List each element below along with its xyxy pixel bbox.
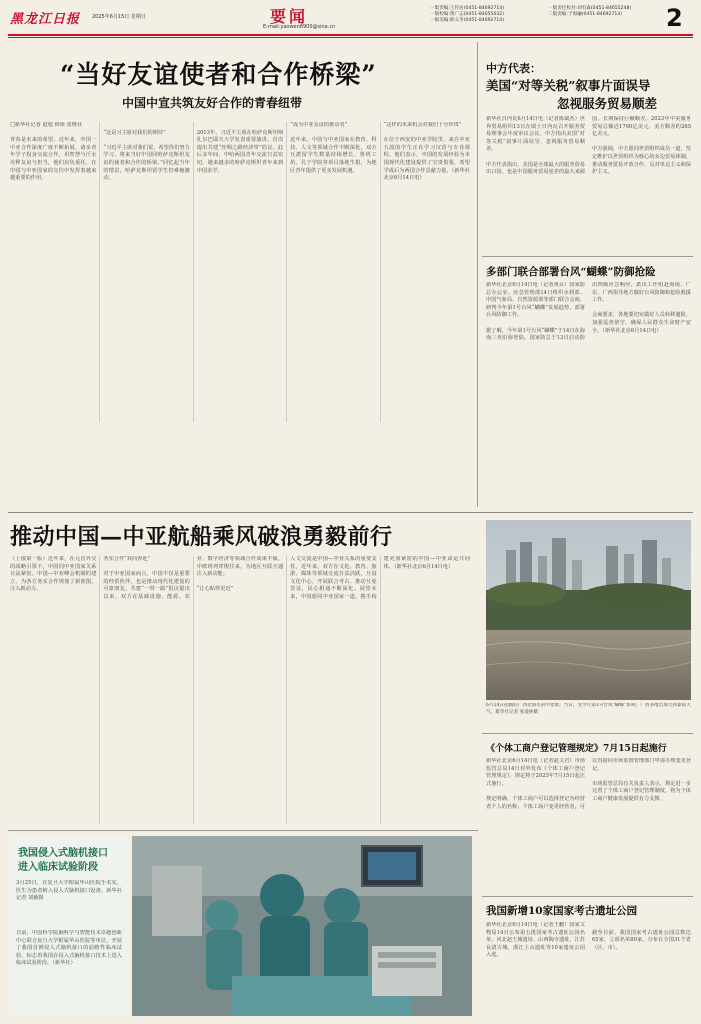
section-divider — [8, 512, 693, 513]
section-divider — [482, 896, 693, 897]
article-headline: “当好友谊使者和合作桥梁” — [60, 60, 377, 89]
article-body: 新华社北京6月14日电（记者王鹏）国家文物局14日公布第五批国家考古遗址公园名单，河北赵王城遗址、山西陶寺遗址、江苏良渚古城、浙江上山遗址等10家遗址公园入选。 截至目前，我国国家考古遗址公园总数达65家，立项名单80家，分布在全国31个省（区、市）。 — [486, 922, 691, 959]
article-headline: 《个体工商户登记管理规定》7月15日起施行 — [486, 744, 667, 754]
newspaper-logo: 黑龙江日报 — [10, 12, 81, 27]
page-number: 2 — [666, 4, 683, 32]
article-subheadline: 中国中宣共筑友好合作的青春纽带 — [122, 96, 303, 110]
surgery-photo — [132, 836, 472, 1016]
editor-line: 一版责任校对:刘有森(0451-84655248) — [548, 6, 632, 11]
flood-photo-caption: 6月14日拍摄的广西北海市的中景象。当日，受今年第1号台风“蝴蝶”影响，广西多地出现大到暴雨天气。新华社记者 张爱林摄 — [486, 703, 691, 715]
article-headline: 我国新增10家国家考古遗址公园 — [486, 905, 638, 917]
masthead-rule — [8, 34, 693, 36]
masthead-rule-thin — [8, 37, 693, 38]
article-body: 新华社北京6月14日电（记者赵文君）市场监管总局14日对外发布《个体工商户登记管理规定》，规定将于2025年7月15日起正式施行。 规定明确，个体工商户可以选择登记为经营者个人的名称；个体工商户变更经营者，可以直接向市场监督管理部门申请办理变更登记。 市场监管总局有关负责人表示，规定进一步完善了个体工商户登记管理制度，将为个体工商户健康发展提供有力支撑。 — [486, 758, 691, 810]
article-body: 新华社日内瓦6月14日电（记者陈斌杰）世界贸易组织13日在瑞士日内瓦召开服务贸易理事会年度审议会议。中方指出美国“对等关税”叙事片面误导，忽视服务贸易顺差。 中方代表指出，美国是全球最大的服务贸易出口国，也是中国服务贸易逆差的最大来源国，长期保持巨额顺差。2023年中美服务贸易总额近1700亿美元，美方顺差约265亿美元。 中方强调，中方愿同世贸组织成员一道，坚定维护以世贸组织为核心的多边贸易体制，推动服务贸易开放合作，反对单边主义和保护主义。 — [486, 116, 691, 176]
article-body: （上接第一版）近年来，在元首外交的战略引领下，中国同中亚国家关系日益紧密。中国—中亚峰会机制的建立，为各方务实合作规划了新蓝图，注入新动力。 务实合作“双向奔赴” 对于中亚国家而言，中国不仅是重要的经贸伙伴，也是推动现代化建设的可靠朋友。共建“一带一路”倡议提出以来，双方在基础设施、能源、农业、数字经济等领域合作成果丰硕，中欧班列穿梭往来，为地区互联互通注入新动能。 “让心贴得更近” 人文交流是中国—中亚关系的重要支柱。近年来，双方在文化、教育、旅游、媒体等领域交流日益活跃，互设文化中心、开展联合考古、推动互免签证，民心相通不断深化。展望未来，中国愿同中亚国家一道，携手构建更加紧密的中国—中亚命运共同体。（新华社北京6月14日电） — [10, 556, 470, 600]
article-body: □新华社记者 赵旭 韩梁 张继业 青春是未来的希望。近年来，中国一中亚合作深度广度不断拓展，诸多青年学子投身交流合作，用智慧与汗水诠释友谊与担当，他们肩负重任，在中国与中亚国家的交往中发挥着越来越重要的作用。 “这是习主席对我们的期待” “习近平主席对我们说，希望你们努力学习，将来当好中国同哈萨克斯坦友谊的使者和合作的桥梁。”回忆起当年的情景，哈萨克斯坦留学生仍难掩激动。 2013年，习近平主席在哈萨克斯坦纳扎尔巴耶夫大学发表重要演讲，首次提出共建“丝绸之路经济带”倡议。此后多年间，中哈两国青年交流日益密切，越来越多的哈萨克斯坦青年来到中国求学。 “成为中亚友谊的推动者” 近年来，中国与中亚国家在教育、科技、人文等领域合作不断深化，双方互派留学生数量持续增长，鲁班工坊、孔子学院等项目落地生根，为地区青年提供了更多发展机遇。 “这样的未来机会对我们十分珍贵” 在位于西安的中亚学院里，来自中亚五国的学生正在学习汉语与专业课程。他们表示，中国的发展经验为本国现代化建设提供了宝贵借鉴，希望学成后为两国合作贡献力量。（新华社北京6月14日电） — [10, 122, 470, 182]
section-email: E-mail:yaowen8900@sina.cn — [263, 24, 336, 30]
column-divider — [477, 42, 478, 507]
section-divider — [482, 256, 693, 257]
article-headline: 推动中国—中亚航船乘风破浪勇毅前行 — [10, 524, 393, 550]
editor-line: 一版美编:邢义冬(0451-84692714) — [430, 18, 505, 24]
issue-date: 2025年6月15日 星期日 — [92, 14, 146, 20]
section-divider — [482, 733, 693, 734]
section-title: 要闻 — [270, 7, 309, 26]
article-headline: 我国侵入式脑机接口 — [18, 848, 108, 859]
photo-caption: 3月25日，在复旦大学附属华山医院手术室，医生为患者植入侵入式脑机接口设备。新华社记者 刘颖摄 — [16, 880, 122, 902]
editor-line: 一版责编:王传岩(0451-84692714) — [430, 6, 505, 11]
editor-line: 一版校编:黄广志(0451-84655632) — [430, 12, 505, 18]
article-headline: 多部门联合部署台风“蝴蝶”防御抢险 — [486, 266, 656, 278]
article-kicker: 中方代表： — [486, 62, 541, 75]
flood-photo-image — [486, 520, 691, 700]
surgery-photo-image — [132, 836, 472, 1016]
brain-sidebar — [10, 836, 128, 1016]
article-headline: 美国“对等关税”叙事片面误导 — [486, 78, 651, 93]
article-body: 新华社北京6月14日电（记者黄垚）国家防总办公室、应急管理部14日组织水利部、中国气象局、自然资源部等部门联合会商，研判今年第1号台风“蝴蝶”发展趋势，部署台风防御工作。 据了解，今年第1号台风“蝴蝶”于14日在海南三亚沿海登陆，国家防总于13日启动防汛四级应急响应，派出工作组赴海南、广东、广西指导地方做好台风防御和抢险救援工作。 会商要求，各地要切实做好人员转移避险，加强巡查值守，确保人民群众生命财产安全。（新华社北京6月14日电） — [486, 282, 691, 342]
section-divider — [8, 830, 478, 831]
article-body: 日前，中国科学院脑科学与智能技术卓越创新中心联合复旦大学附属华山医院等单位，开展了我国首例侵入式脑机接口的前瞻性临床试验，标志着我国在侵入式脑机接口技术上进入临床试验阶段。（新华社） — [16, 930, 122, 967]
editors-list — [430, 6, 660, 32]
flood-photo — [486, 520, 691, 700]
article-headline-2: 进入临床试验阶段 — [18, 862, 98, 873]
editor-line: 二版责编:于海骊(0451-84692714) — [548, 12, 623, 18]
article-headline-2: 忽视服务贸易顺差 — [557, 96, 658, 111]
